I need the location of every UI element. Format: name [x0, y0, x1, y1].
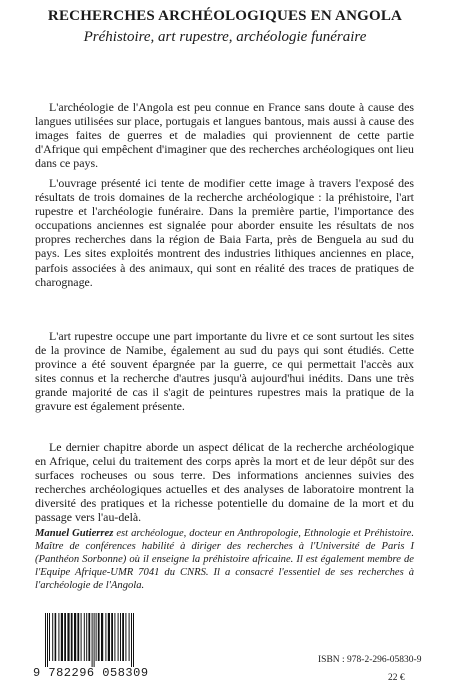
book-title: RECHERCHES ARCHÉOLOGIQUES EN ANGOLA — [47, 8, 403, 24]
barcode-bar — [86, 613, 87, 661]
barcode-bar — [129, 613, 130, 661]
barcode-bar — [81, 613, 82, 661]
barcode-bar — [101, 613, 103, 661]
barcode-bar — [64, 613, 66, 661]
barcode-bar — [88, 613, 90, 661]
barcode-bar — [61, 613, 63, 661]
barcode-bar — [94, 613, 95, 667]
barcode-bar — [58, 613, 59, 661]
barcode-bar — [96, 613, 97, 661]
barcode-bar — [125, 613, 126, 661]
barcode-bar — [120, 613, 121, 661]
barcode-bar — [45, 613, 46, 667]
price: 22 € — [388, 673, 405, 683]
barcode-bar — [131, 613, 132, 667]
barcode-bar — [111, 613, 113, 661]
barcode-bar — [108, 613, 110, 661]
author-bio-text — [35, 528, 414, 593]
book-subtitle: Préhistoire, art rupestre, archéologie funéraire — [83, 29, 367, 45]
paragraph-intro — [35, 100, 414, 170]
author-bio-description: est archéologue, docteur en Anthropologie, Ethnologie et Préhistoire. Maître de conférences habilité à diriger des recherches à l'Université de Paris I (Panthéon Sorbonne) où il enseigne la préhistoire africaine. Il est également membre de l'Equipe Afrique-UMR 7041 du CNRS. Il a consacré l'essentiel de ses recherches à l'archéologie de l'Angola. — [35, 528, 414, 591]
barcode-bar — [74, 613, 76, 661]
barcode-bar — [47, 613, 48, 667]
barcode-bar — [52, 613, 53, 661]
barcode-bar — [55, 613, 57, 661]
paragraph-funerary — [35, 440, 414, 525]
isbn: ISBN : 978-2-296-05830-9 — [318, 655, 422, 665]
barcode-bar — [67, 613, 69, 661]
author-name: Manuel Gutierrez — [35, 528, 114, 539]
barcode-bar — [77, 613, 79, 661]
barcode-bar — [114, 613, 115, 661]
paragraph-text: Le dernier chapitre aborde un aspect délicat de la recherche archéologique en Afrique, celui du traitement des corps après la mort et de leur dépôt sur des surfaces rocheuses ou sous terre. Des informations anciennes suivies des recherches archéologiques actuelles et des analyses de laboratoire montrent la diversité des pratiques et la richesse potentielle du domaine de la mort et du passage vers l'au-delà. — [35, 440, 414, 525]
paragraph-rock-art — [35, 329, 414, 414]
barcode-bar — [122, 613, 124, 661]
author-bio — [35, 528, 414, 593]
barcode — [33, 613, 183, 685]
barcode-bar — [98, 613, 100, 661]
barcode-digits: 9 782296 058309 — [33, 666, 149, 680]
barcode-bar — [49, 613, 50, 661]
barcode-bar — [71, 613, 73, 661]
barcode-bar — [133, 613, 134, 667]
paragraph-text: L'archéologie de l'Angola est peu connue en France sans doute à cause des langues utilisées sur place, portugais et langues bantous, mais aussi à cause des images faites de guerres et de maladies qui proviennent de cette partie d'Afrique qui empêchent d'imaginer que des recherches archéologiques ont lieu dans ce pays. — [35, 100, 414, 171]
barcode-bars — [33, 613, 183, 667]
barcode-bar — [92, 613, 93, 667]
barcode-bar — [118, 613, 119, 661]
barcode-bar — [105, 613, 106, 661]
barcode-bar — [84, 613, 85, 661]
paragraph-text: L'ouvrage présenté ici tente de modifier cette image à travers l'exposé des résultats de trois domaines de la recherche archéologique : la préhistoire, l'art rupestre et l'archéologie funéraire. Dans la première partie, l'importance des occupations anciennes est signalée pour aborder ensuite les résultats de nos propres recherches dans la région de Baia Farta, près de Benguela au sud du pays. Les sites exploités montrent des industries lithiques anciennes en place, parfois associées à des animaux, qui sont en réalité des traces de pratiques de charognage. — [35, 176, 414, 289]
paragraph-book-overview — [35, 176, 414, 289]
paragraph-text: L'art rupestre occupe une part importante du livre et ce sont surtout les sites de la province de Namibe, également au sud du pays qui sont étudiés. Cette province a été souvent épargnée par la guerre, ce qui permettait l'accès aux sites connus et la recherche d'autres jusqu'à aujourd'hui inédits. Dans une très grande majorité de cas il s'agit de peintures rupestres mais la pratique de la gravure est également présente. — [35, 329, 414, 414]
